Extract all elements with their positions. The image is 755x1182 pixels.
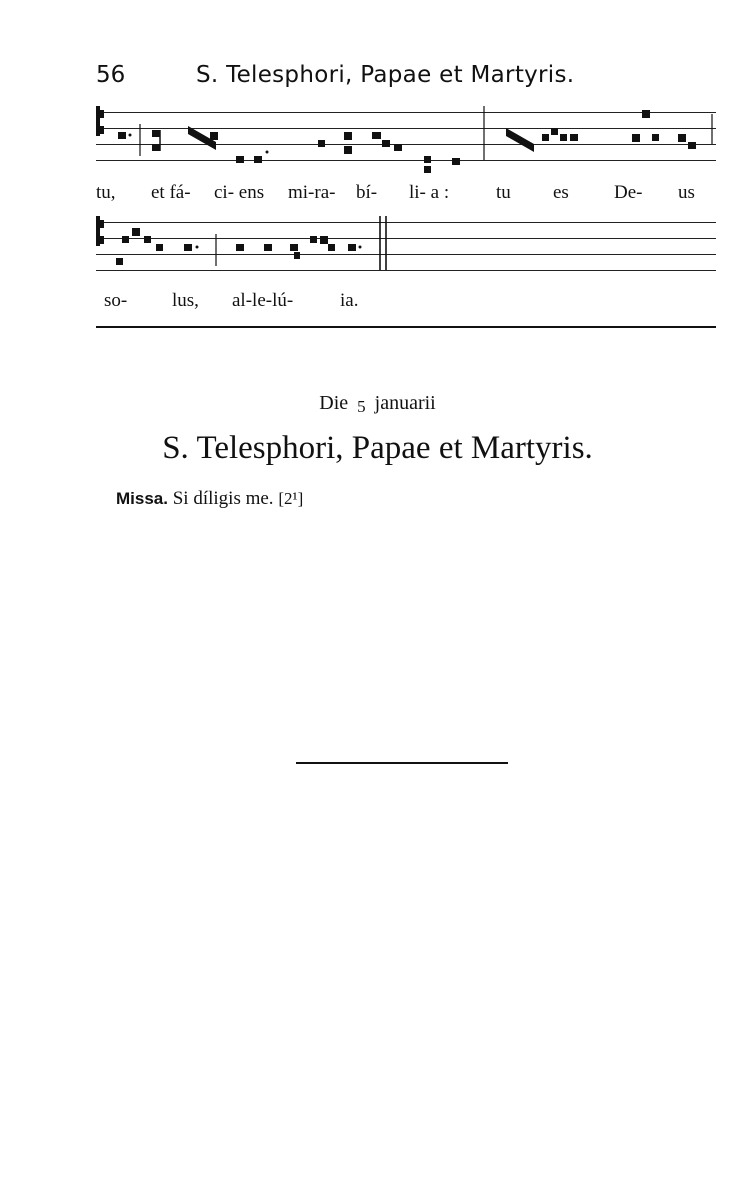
date-number: 5 [357,397,366,416]
missa-reference: [2¹] [278,489,304,508]
lyric-syllable: bí- [356,182,378,203]
lyric-syllable: es [553,182,569,203]
section-divider [96,326,716,328]
missa-label: Missa. [116,489,168,508]
lyric-syllable: us [678,182,695,203]
date-month: januarii [374,392,436,414]
lyric-syllable: li- a : [409,182,450,203]
lyric-syllable: lus, [172,290,199,311]
lyric-syllable: so- [104,290,128,311]
lyric-syllable: et fá- [151,182,191,203]
feast-title: S. Telesphori, Papae et Martyris. [162,430,593,466]
lyric-syllable: ci- ens [214,182,265,203]
date-prefix: Die [319,392,349,414]
neumes-line-1 [96,104,716,174]
neumes-line-2 [96,214,716,284]
lyric-syllable: mi-ra- [288,182,336,203]
lyric-syllable: ia. [340,290,359,311]
lyric-syllable: al-le-lú- [232,290,294,311]
lyric-syllable: tu [496,182,511,203]
feast-date [0,392,755,415]
page-number: 56 [96,62,126,88]
running-title: S. Telesphori, Papae et Martyris. [196,62,575,88]
chant-staff-1 [96,108,716,164]
lyric-syllable: De- [614,182,643,203]
missa-line [116,488,303,510]
missa-incipit: Si díligis me. [172,488,274,509]
chant-staff-2 [96,218,716,274]
page-header [96,62,716,96]
lyric-syllable: tu, [96,182,116,203]
end-rule [296,762,508,764]
